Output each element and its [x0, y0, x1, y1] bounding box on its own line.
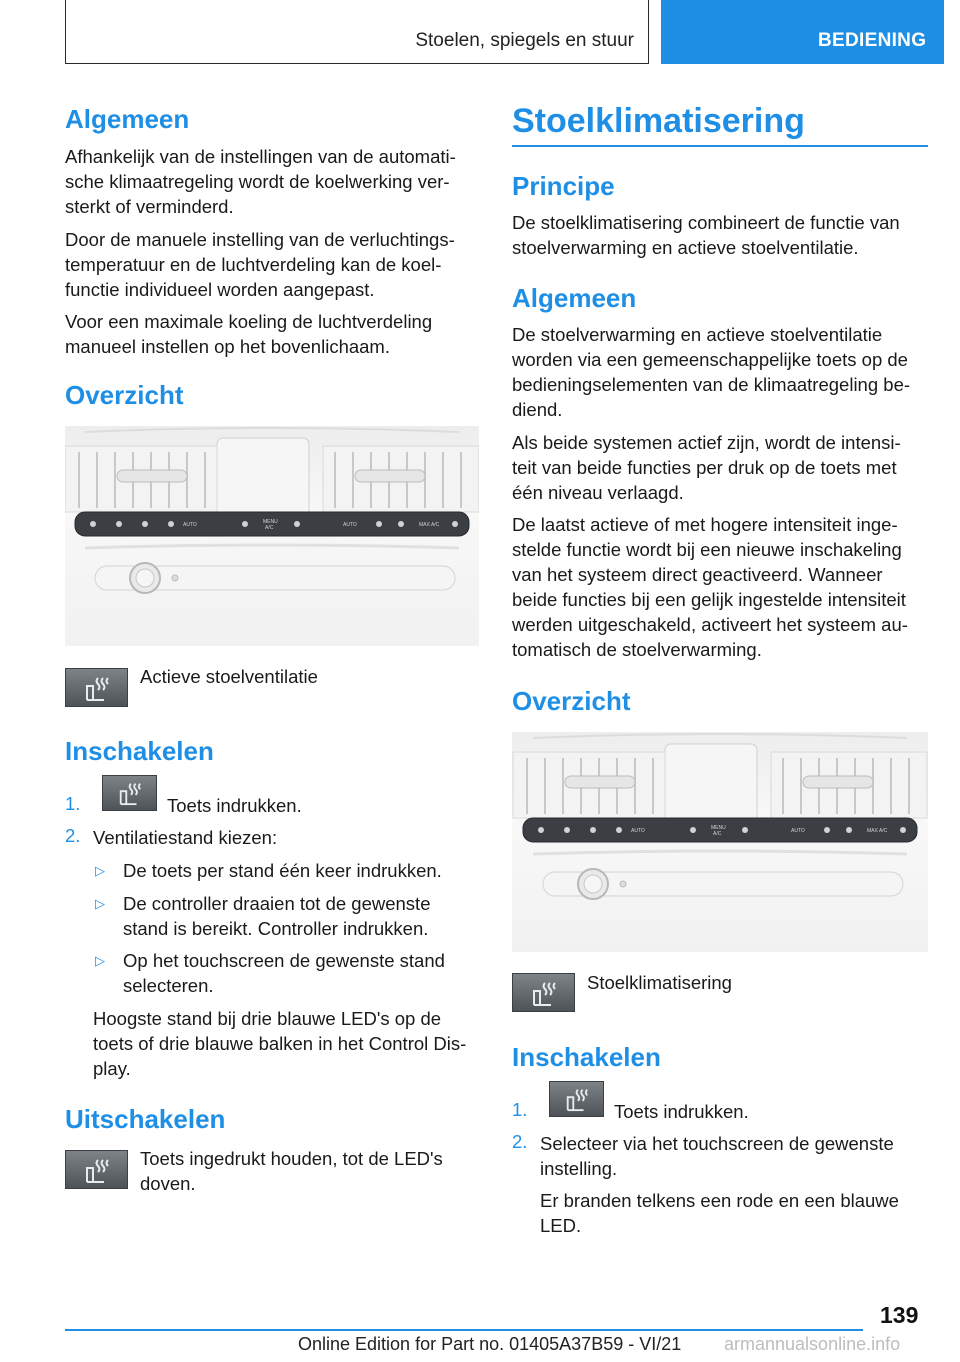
svg-text:MENU: MENU [263, 519, 278, 525]
left-step2-number: 2. [65, 825, 81, 846]
bullet-triangle-icon: ▷ [95, 953, 105, 968]
dashboard-illustration [512, 732, 928, 952]
left-general-paragraph-3: Voor een maximale koeling de luchtverdeling manueel instellen op het bovenlichaam. [65, 311, 433, 357]
dashboard-climate-panel-image [65, 426, 479, 646]
dashboard-illustration [65, 426, 479, 646]
seat-climate-icon [549, 1081, 604, 1117]
left-general-paragraph-1: Afhankelijk van de instellingen van de automati-sche klimaatregeling wordt de koelwerking ver-sterkt of verminderd. [65, 146, 456, 217]
left-general-heading: Algemeen [65, 104, 190, 134]
right-general-paragraph-3: De laatst actieve of met hogere intensiteit inge-stelde functie wordt bij een nieuwe inschakeling van het systeem direct geactiveerd. Wanneer beide functies bij een gelijk ingestelde intensiteit werden uitgeschakeld, activeert het systeem au-tomatisch de stoelverwarming. [512, 514, 908, 660]
page-number: 139 [880, 1302, 919, 1328]
seat-climate-icon [512, 973, 575, 1012]
right-title: Stoelklimatisering [512, 102, 805, 140]
right-step1-number: 1. [512, 1099, 528, 1120]
right-general-paragraph-1: De stoelverwarming en actieve stoelventilatie worden via een gemeenschappelijke toets op de bedieningselementen van de klimaatregeling be-diend. [512, 324, 911, 420]
seat-ventilation-icon [65, 1150, 128, 1189]
left-bullet-3: Op het touchscreen de gewenste stand selecteren. [123, 950, 445, 996]
left-off-heading: Uitschakelen [65, 1104, 226, 1134]
svg-text:A/C: A/C [713, 831, 722, 837]
svg-text:AUTO: AUTO [343, 522, 357, 528]
right-general-heading: Algemeen [512, 283, 637, 313]
left-off-text: Toets ingedrukt houden, tot de LED's doven. [140, 1148, 443, 1194]
svg-text:MAX A/C: MAX A/C [419, 522, 440, 528]
left-overview-heading: Overzicht [65, 380, 184, 410]
left-highest-note: Hoogste stand bij drie blauwe LED's op de toets of drie blauwe balken in het Control Dis-play. [93, 1008, 467, 1079]
svg-text:AUTO: AUTO [183, 522, 197, 528]
svg-text:AUTO: AUTO [791, 828, 805, 834]
header-chapter-tab [661, 0, 944, 64]
seat-ventilation-icon [102, 775, 157, 811]
footer-edition: Online Edition for Part no. 01405A37B59 - VI/21 [298, 1334, 682, 1354]
left-general-paragraph-2: Door de manuele instelling van de verluchtings-temperatuur en de luchtverdeling kan de koel-functie individueel worden aangepast. [65, 229, 455, 300]
bullet-triangle-icon: ▷ [95, 863, 105, 878]
svg-text:MAX A/C: MAX A/C [867, 828, 888, 834]
right-on-heading: Inschakelen [512, 1042, 661, 1072]
left-bullet-2: De controller draaien tot de gewenste stand is bereikt. Controller indrukken. [123, 893, 431, 939]
header-chapter-title: BEDIENING [818, 30, 927, 51]
title-rule [512, 145, 928, 147]
right-principle-text: De stoelklimatisering combineert de functie van stoelverwarming en actieve stoelventilatie. [512, 212, 900, 258]
left-icon-caption: Actieve stoelventilatie [140, 666, 318, 687]
right-general-paragraph-2: Als beide systemen actief zijn, wordt de intensi-teit van beide functies per druk op de toets met één niveau verlaagd. [512, 432, 901, 503]
right-step2-text: Selecteer via het touchscreen de gewenste instelling. [540, 1133, 894, 1179]
left-step2-text: Ventilatiestand kiezen: [93, 827, 278, 848]
right-overview-heading: Overzicht [512, 686, 631, 716]
left-bullet-1: De toets per stand één keer indrukken. [123, 860, 442, 881]
seat-ventilation-icon [65, 668, 128, 707]
left-on-heading: Inschakelen [65, 736, 214, 766]
right-step1-text: Toets indrukken. [614, 1101, 749, 1122]
bullet-triangle-icon: ▷ [95, 896, 105, 911]
right-icon-caption: Stoelklimatisering [587, 972, 732, 993]
header-section-title: Stoelen, spiegels en stuur [415, 30, 634, 51]
svg-text:MENU: MENU [711, 825, 726, 831]
left-step1-number: 1. [65, 793, 81, 814]
left-step1-text: Toets indrukken. [167, 795, 302, 816]
dashboard-climate-panel-image [512, 732, 928, 952]
right-step2-number: 2. [512, 1131, 528, 1152]
header-section-tab [65, 0, 649, 64]
right-step2-note: Er branden telkens een rode en een blauwe LED. [540, 1190, 899, 1236]
watermark: armannualsonline.info [724, 1334, 901, 1354]
svg-text:A/C: A/C [265, 525, 274, 531]
right-principle-heading: Principe [512, 171, 615, 201]
footer-rule [65, 1329, 863, 1331]
svg-text:AUTO: AUTO [631, 828, 645, 834]
